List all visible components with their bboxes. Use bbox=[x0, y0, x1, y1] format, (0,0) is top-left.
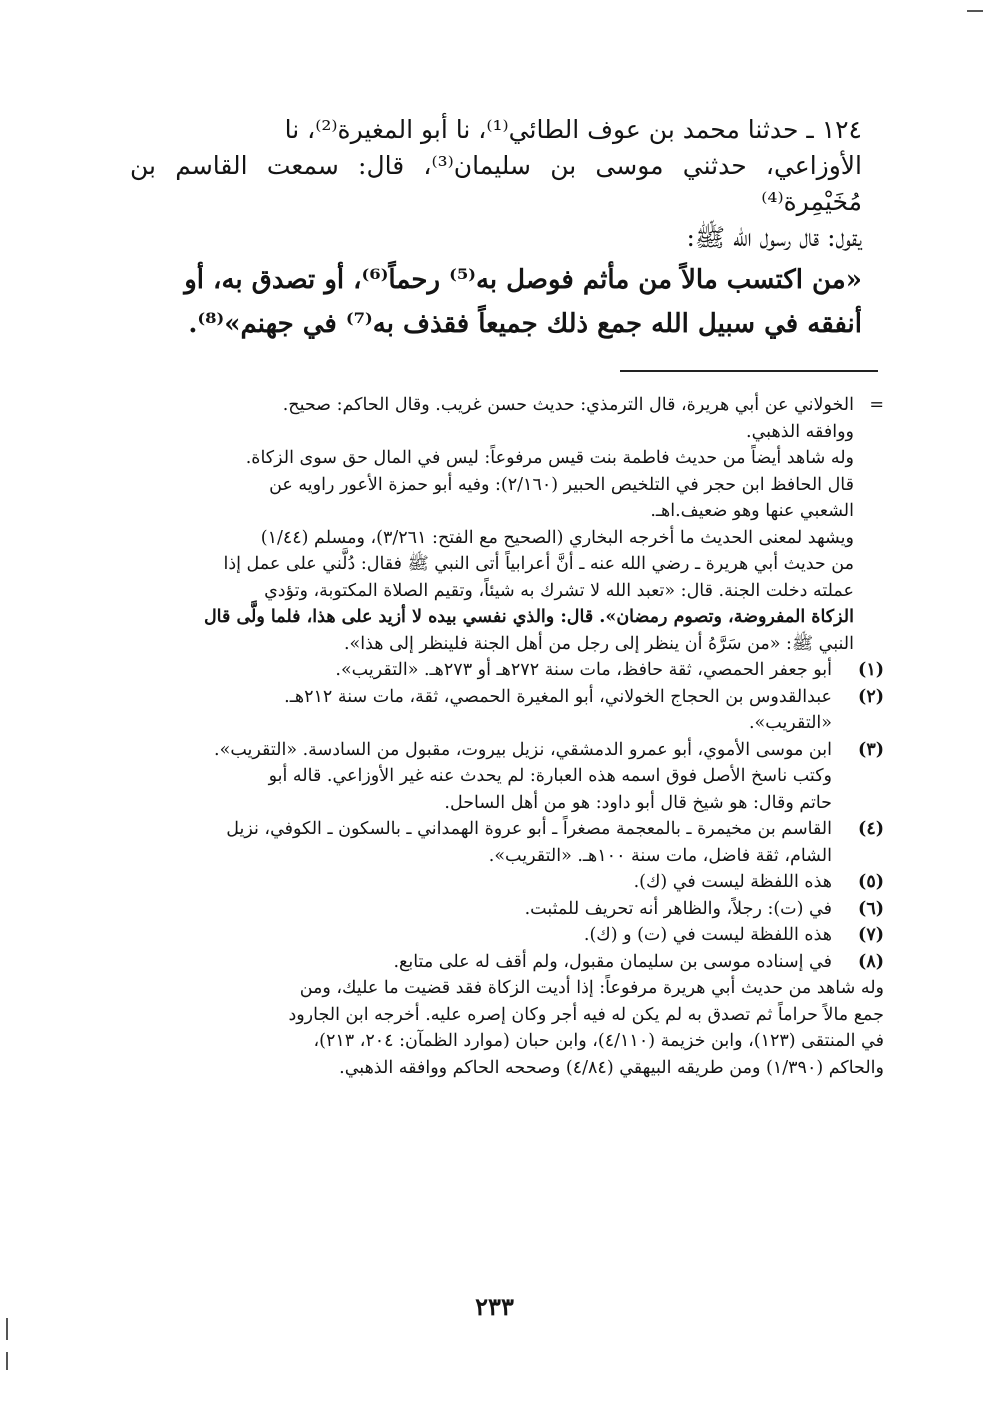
footnote-line: وله شاهد من حديث أبي هريرة مرفوعاً: إذا أديت الزكاة فقد قضيت ما عليك، ومن bbox=[299, 978, 884, 998]
continuation-marker: = bbox=[869, 395, 884, 415]
footnote-line: هذه اللفظة ليست في (ت) و (ك). bbox=[583, 925, 832, 945]
scan-margin-mark bbox=[6, 1352, 8, 1370]
footnote-1 bbox=[130, 657, 884, 684]
continuation-line: الشعبي عنها وهو ضعيف.اهـ. bbox=[650, 501, 854, 521]
footnote-number: (٣) bbox=[858, 739, 884, 760]
footnote-continuation bbox=[130, 392, 884, 657]
footnote-number: (٦) bbox=[858, 898, 884, 919]
footnote-line: أبو جعفر الحمصي، ثقة حافظ، مات سنة ٢٧٢هـ أو ٢٧٣هـ. «التقريب». bbox=[335, 660, 832, 680]
footnote-line: ابن موسى الأموي، أبو عمرو الدمشقي، نزيل بيروت، مقبول من السادسة. «التقريب». bbox=[214, 739, 832, 760]
footnote-line: جمع مالاً حراماً ثم تصدق به لم يكن له فيه أجر وكان إصره عليه. أخرجه ابن الجارود bbox=[288, 1004, 884, 1025]
main-text bbox=[130, 112, 862, 256]
footnote-2 bbox=[130, 684, 884, 737]
footnote-line: وكتب ناسخ الأصل فوق اسمه هذه العبارة: لم يحدث عنه غير الأوزاعي. قاله أبو bbox=[268, 766, 832, 786]
hadith-text bbox=[130, 258, 862, 346]
footnote-line: والحاكم (١/٣٩٠) ومن طريقه البيهقي (٤/٨٤) وصححه الحاكم ووافقه الذهبي. bbox=[339, 1057, 884, 1078]
footnote-6 bbox=[130, 896, 884, 923]
continuation-line: وله شاهد أيضاً من حديث فاطمة بنت قيس مرفوعاً: ليس في المال حق سوى الزكاة. bbox=[245, 448, 854, 468]
footnotes bbox=[130, 392, 884, 1081]
continuation-line: عملته دخلت الجنة. قال: «تعبد الله لا تشرك به شيئاً، وتقيم الصلاة المكتوبة، وتؤدي bbox=[264, 580, 854, 601]
footnote-line: في المنتقى (١٢٣)، وابن خزيمة (٤/١١٠)، وابن حبان (موارد الظمآن: ٢٠٤، ٢١٣)، bbox=[313, 1031, 884, 1051]
continuation-line: ويشهد لمعنى الحديث ما أخرجه البخاري (الصحيح مع الفتح: ٣/٢٦١)، ومسلم (١/٤٤) bbox=[260, 527, 854, 548]
main-line: ١٢٤ ـ حدثنا محمد بن عوف الطائي⁽¹⁾، نا أبو المغيرة⁽²⁾، نا bbox=[284, 115, 862, 144]
main-line: يقول: قال رسول الله ﷺ: bbox=[686, 223, 862, 252]
footnote-separator bbox=[620, 370, 878, 372]
footnote-line: في (ت): رجلاً، والظاهر أنه تحريف للمثبت. bbox=[524, 898, 832, 919]
footnote-number: (٢) bbox=[858, 686, 884, 707]
footnote-line: حاتم وقال: هو شيخ قال أبو داود: هو من أهل الساحل. bbox=[444, 792, 832, 813]
footnote-number: (٧) bbox=[858, 925, 884, 945]
footnote-number: (٥) bbox=[858, 872, 884, 892]
main-line: الأوزاعي، حدثني موسى بن سليمان⁽³⁾، قال: سمعت القاسم بن مُخَيْمِرة⁽⁴⁾ bbox=[130, 151, 862, 216]
footnote-4 bbox=[130, 816, 884, 869]
footnote-line: «التقريب». bbox=[748, 713, 832, 733]
footnote-line: الشام، ثقة فاضل، مات سنة ١٠٠هـ. «التقريب». bbox=[488, 845, 832, 866]
scan-edge-mark bbox=[967, 10, 983, 12]
footnote-number: (١) bbox=[858, 660, 884, 680]
footnote-line: القاسم بن مخيمرة ـ بالمعجمة مصغراً ـ أبو عروة الهمداني ـ بالسكون ـ الكوفي، نزيل bbox=[226, 819, 832, 839]
scan-margin-mark bbox=[6, 1318, 8, 1340]
footnote-7 bbox=[130, 922, 884, 949]
continuation-line: الخولاني عن أبي هريرة، قال الترمذي: حديث حسن غريب. وقال الحاكم: صحيح. bbox=[282, 395, 854, 415]
footnote-line: هذه اللفظة ليست في (ك). bbox=[633, 872, 832, 892]
footnote-line: عبدالقدوس بن الحجاج الخولاني، أبو المغيرة الحمصي، ثقة، مات سنة ٢١٢هـ. bbox=[284, 686, 832, 707]
footnote-5 bbox=[130, 869, 884, 896]
page-number: ٢٣٣ bbox=[475, 1292, 514, 1321]
continuation-line: النبي ﷺ: «من سَرَّهُ أن ينظر إلى رجل من أهل الجنة فلينظر إلى هذا». bbox=[343, 633, 854, 654]
continuation-line: الزكاة المفروضة، وتصوم رمضان». قال: والذي نفسي بيده لا أزيد على هذا، فلما ولَّى قال bbox=[203, 607, 854, 627]
continuation-line: من حديث أبي هريرة ـ رضي الله عنه ـ أنَّ أعرابياً أتى النبي ﷺ فقال: دُلَّني على عمل إذا bbox=[223, 554, 854, 574]
footnote-line: في إسناده موسى بن سليمان مقبول، ولم أقف له على متابع. bbox=[393, 951, 832, 972]
footnote-number: (٨) bbox=[858, 951, 884, 972]
hadith-line: أنفقه في سبيل الله جمع ذلك جميعاً فقذف به⁽⁷⁾ في جهنم»⁽⁸⁾. bbox=[188, 309, 862, 339]
footnote-3 bbox=[130, 737, 884, 817]
hadith-line: «من اكتسب مالاً من مأثم فوصل به⁽⁵⁾ رحماً⁽⁶⁾، أو تصدق به، أو bbox=[184, 265, 862, 295]
continuation-line: قال الحافظ ابن حجر في التلخيص الحبير (٢/١٦٠): وفيه أبو حمزة الأعور راويه عن bbox=[269, 474, 854, 495]
footnote-number: (٤) bbox=[858, 819, 884, 839]
footnote-8-continuation bbox=[130, 975, 884, 1081]
continuation-line: ووافقه الذهبي. bbox=[746, 421, 854, 442]
footnote-8 bbox=[130, 949, 884, 976]
